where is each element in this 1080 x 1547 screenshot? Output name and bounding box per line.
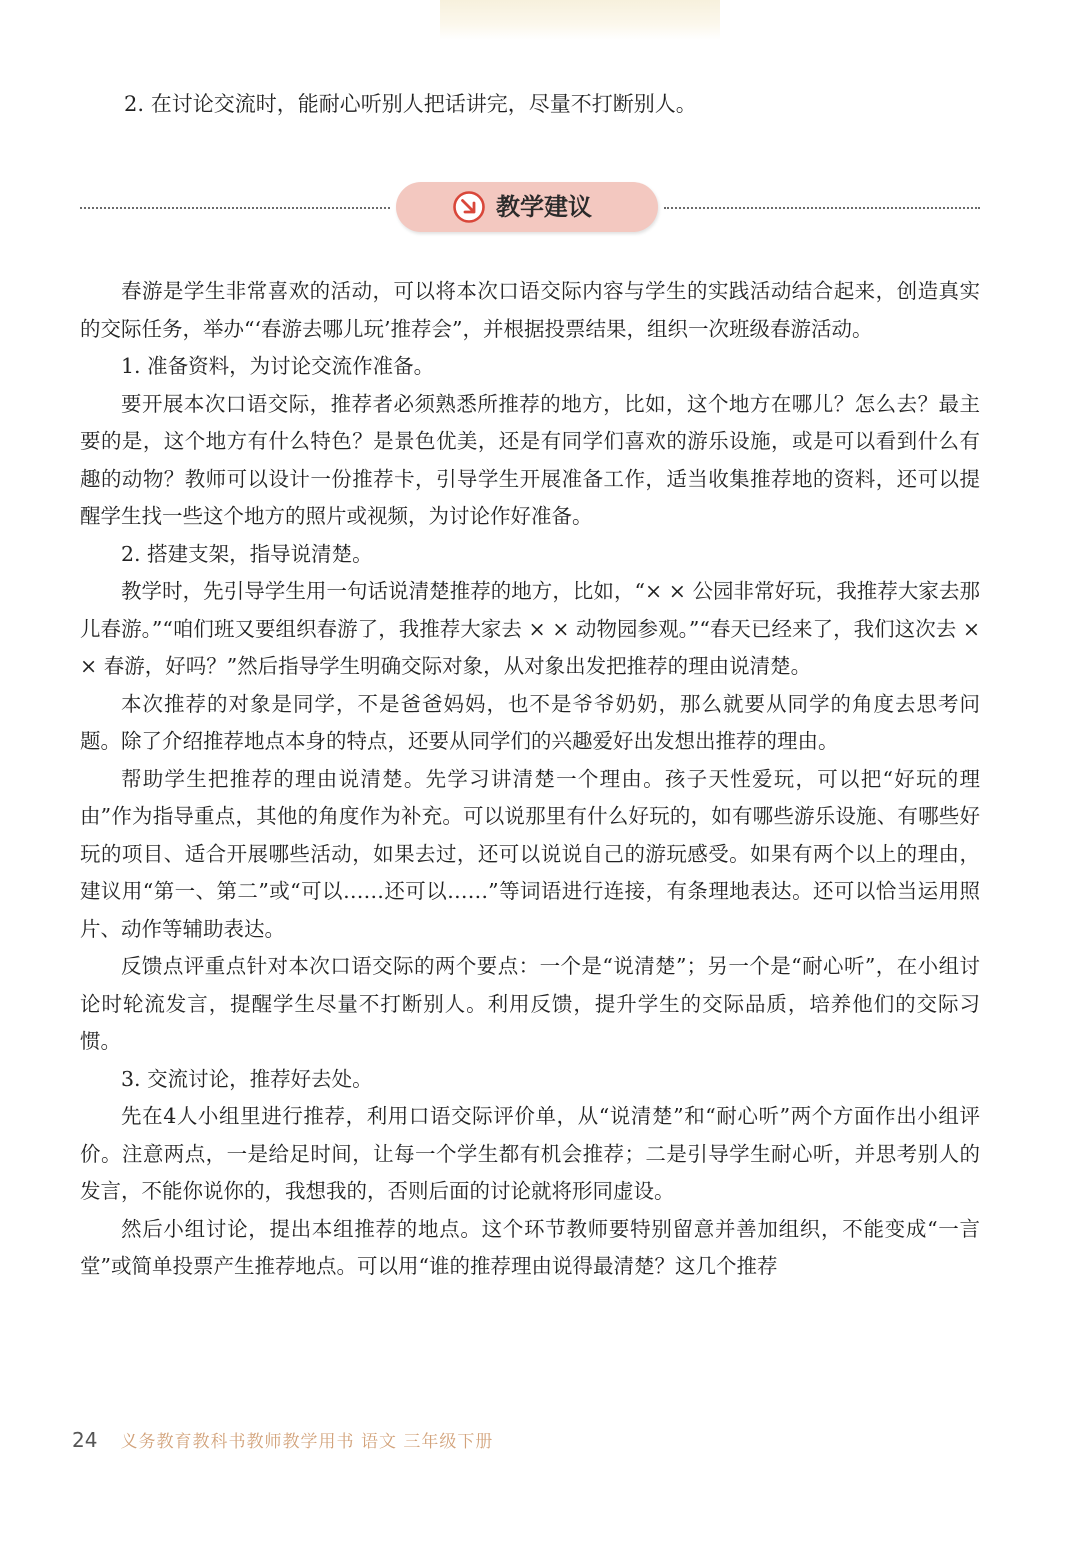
paragraph: 帮助学生把推荐的理由说清楚。先学习讲清楚一个理由。孩子天性爱玩，可以把“好玩的理由”作为指导重点，其他的角度作为补充。可以说那里有什么好玩的，如有哪些游乐设施、有哪些好玩的项目、适合开展哪些活动，如果去过，还可以说说自己的游玩感受。如果有两个以上的理由，建议用“第一、第二”或“可以……还可以……”等词语进行连接，有条理地表达。还可以恰当运用照片、动作等辅助表达。 — [80, 766, 980, 941]
paragraph: 然后小组讨论，提出本组推荐的地点。这个环节教师要特别留意并善加组织，不能变成“一言堂”或简单投票产生推荐地点。可以用“谁的推荐理由说得最清楚？这几个推荐 — [80, 1216, 980, 1278]
carryover-objective: 2. 在讨论交流时，能耐心听别人把话讲完，尽量不打断别人。 — [124, 92, 697, 116]
step-heading-2: 2. 搭建支架，指导说清楚。 — [121, 541, 373, 566]
dotted-divider-left — [80, 207, 390, 209]
section-header — [80, 180, 980, 236]
paragraph: 先在4人小组里进行推荐，利用口语交际评价单，从“说清楚”和“耐心听”两个方面作出小组评价。注意两点，一是给足时间，让每一个学生都有机会推荐；二是引导学生耐心听，并思考别人的发言，不能你说你的，我想我的，否则后面的讨论就将形同虚设。 — [80, 1104, 980, 1203]
step-heading-1: 1. 准备资料，为讨论交流作准备。 — [121, 354, 435, 378]
section-header-pill — [396, 182, 658, 232]
book-title: 义务教育教科书教师教学用书 语文 三年级下册 — [120, 1432, 494, 1452]
top-decoration — [440, 0, 720, 40]
paragraph: 教学时，先引导学生用一句话说清楚推荐的地方，比如，“× × 公园非常好玩，我推荐大家去那儿春游。”“咱们班又要组织春游了，我推荐大家去 × × 动物园参观。”“春天已经来了，我们这次去 × × 春游，好吗？”然后指导学生明确交际对象，从对象出发把推荐的理由说清楚。 — [80, 579, 980, 678]
arrow-down-right-icon — [452, 190, 486, 224]
paragraph: 本次推荐的对象是同学，不是爸爸妈妈，也不是爷爷奶奶，那么就要从同学的角度去思考问题。除了介绍推荐地点本身的特点，还要从同学们的兴趣爱好出发想出推荐的理由。 — [80, 691, 980, 753]
page-footer — [72, 1427, 493, 1452]
step-heading-3: 3. 交流讨论，推荐好去处。 — [121, 1066, 373, 1091]
page-number: 24 — [72, 1428, 98, 1452]
paragraph: 要开展本次口语交际，推荐者必须熟悉所推荐的地方，比如，这个地方在哪儿？怎么去？最主要的是，这个地方有什么特色？是景色优美，还是有同学们喜欢的游乐设施，或是可以看到什么有趣的动物？教师可以设计一份推荐卡，引导学生开展准备工作，适当收集推荐地的资料，还可以提醒学生找一些这个地方的照片或视频，为讨论作好准备。 — [80, 391, 980, 528]
paragraph: 反馈点评重点针对本次口语交际的两个要点：一个是“说清楚”；另一个是“耐心听”，在小组讨论时轮流发言，提醒学生尽量不打断别人。利用反馈，提升学生的交际品质，培养他们的交际习惯。 — [80, 954, 980, 1053]
section-title: 教学建议 — [496, 193, 592, 221]
paragraph-intro: 春游是学生非常喜欢的活动，可以将本次口语交际内容与学生的实践活动结合起来，创造真实的交际任务，举办“‘春游去哪儿玩’推荐会”，并根据投票结果，组织一次班级春游活动。 — [80, 279, 980, 341]
dotted-divider-right — [664, 207, 980, 209]
teaching-suggestions-body — [80, 273, 980, 1286]
